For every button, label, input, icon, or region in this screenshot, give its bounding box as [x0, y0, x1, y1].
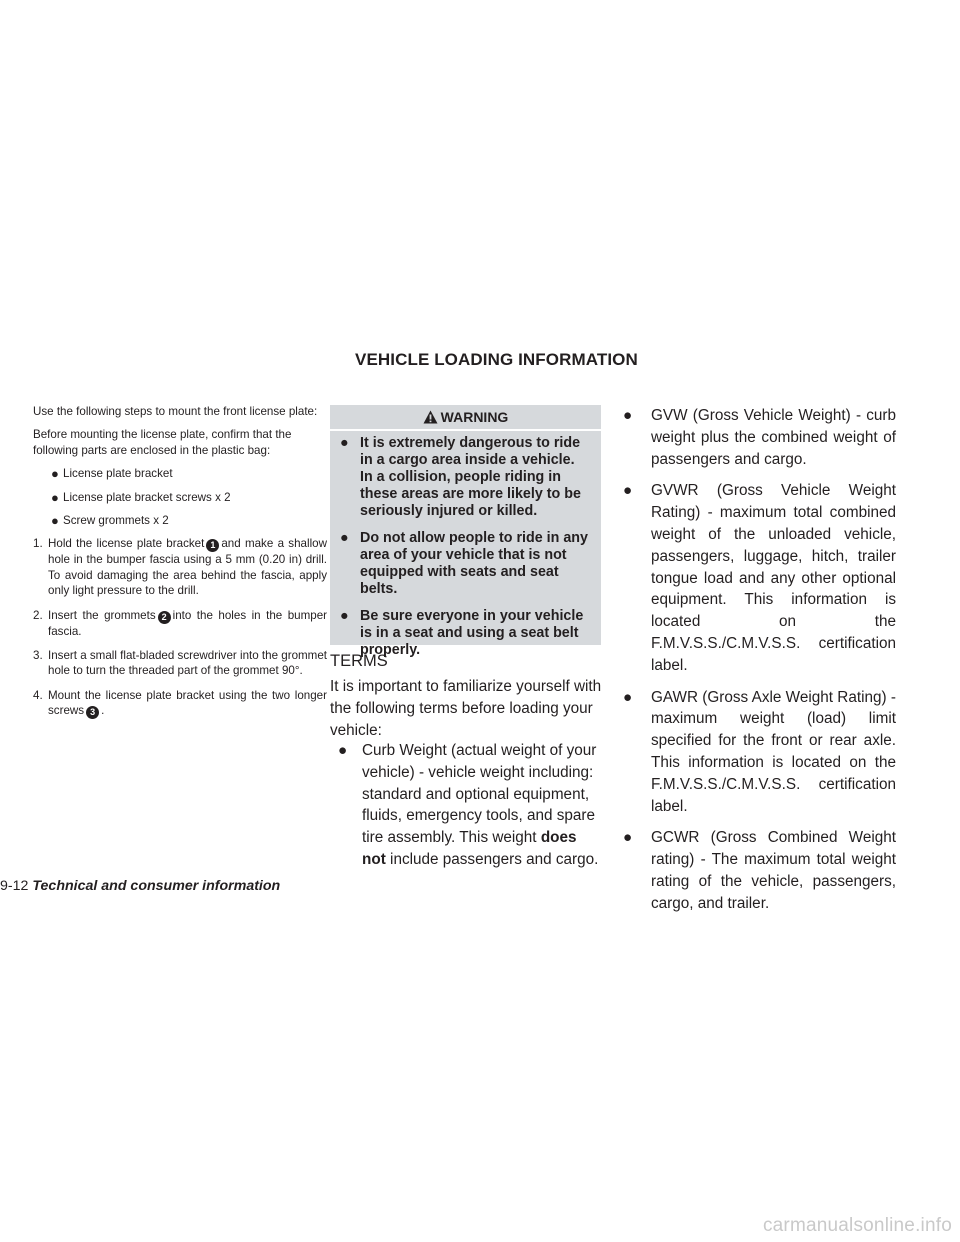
list-item: ● GVW (Gross Vehicle Weight) - curb weight plus the combined weight of passengers and cargo.	[623, 407, 896, 468]
step-item: 3. Insert a small flat-bladed screwdriver into the grommet hole to turn the threaded part of the grommet 90°.	[33, 649, 328, 678]
callout-number-icon: 1	[206, 539, 219, 552]
step-item: 1. Hold the license plate bracket 1 and make a shallow hole in the bumper fascia using a 5 mm (0.20 in) drill. To avoid damaging the area behind the fascia, apply only light pressure to the drill.	[33, 537, 327, 598]
license-plate-instructions	[33, 404, 327, 728]
bullet-icon: ●	[340, 530, 349, 546]
bullet-icon: ●	[51, 489, 59, 505]
warning-header	[330, 405, 601, 431]
list-item: ● Curb Weight (actual weight of your vehicle) - vehicle weight including: standard and optional equipment, fluids, emergency tools, and spare tire assembly. This weight does not include passengers and cargo.	[338, 742, 599, 868]
warning-list	[330, 435, 591, 659]
bullet-icon: ●	[623, 829, 633, 847]
parts-paragraph: Before mounting the license plate, confirm that the following parts are enclosed in the plastic bag:	[33, 428, 292, 457]
warning-box	[330, 405, 601, 658]
page-footer	[0, 878, 280, 894]
list-item: ● License plate bracket	[51, 466, 173, 482]
page-number: 9-12	[0, 878, 29, 894]
watermark: carmanualsonline.info	[762, 1215, 952, 1236]
list-item: ● It is extremely dangerous to ride in a cargo area inside a vehicle. In a collision, people riding in these areas are more likely to be seriously injured or killed.	[340, 435, 581, 519]
intro-paragraph: Use the following steps to mount the front license plate:	[33, 405, 318, 418]
chapter-title: Technical and consumer information	[32, 878, 281, 894]
step-item: 2. Insert the grommets 2 into the holes in the bumper fascia.	[33, 608, 328, 638]
list-item: ● Screw grommets x 2	[51, 513, 169, 529]
terms-list-part1	[330, 740, 602, 881]
terms-intro: It is important to familiarize yourself with the following terms before loading your vehicle:	[330, 678, 602, 739]
terms-list-part2	[623, 405, 896, 925]
bullet-icon: ●	[340, 435, 349, 451]
bullet-icon: ●	[338, 742, 348, 759]
terms-heading: TERMS	[330, 652, 388, 670]
warning-title: WARNING	[440, 409, 509, 425]
list-item: ● GCWR (Gross Combined Weight rating) - The maximum total weight rating of the vehicle, passengers, cargo, and trailer.	[623, 829, 896, 912]
warning-icon	[423, 410, 438, 424]
list-item: ● GAWR (Gross Axle Weight Rating) - maximum weight (load) limit specified for the front or rear axle. This information is located on the F.M.V.S.S./C.M.V.S.S. certification label.	[623, 688, 896, 815]
bullet-icon: ●	[623, 688, 633, 706]
bullet-icon: ●	[623, 407, 633, 424]
bullet-icon: ●	[51, 466, 59, 482]
callout-number-icon: 2	[158, 611, 171, 624]
step-item: 4. Mount the license plate bracket using the two longer screws 3 .	[33, 688, 327, 718]
bullet-icon: ●	[51, 513, 59, 529]
callout-number-icon: 3	[86, 706, 99, 719]
bullet-icon: ●	[340, 608, 349, 624]
section-title: VEHICLE LOADING INFORMATION	[355, 350, 638, 369]
list-item: ● License plate bracket screws x 2	[51, 489, 231, 505]
list-item: ● GVWR (Gross Vehicle Weight Rating) - maximum total combined weight of the unloaded vehicle, passengers, luggage, hitch, trailer tongue load and any other optional equipment. This information is located on the F.M.V.S.S./C.M.V.S.S. certification label.	[623, 482, 896, 674]
bullet-icon: ●	[623, 482, 633, 500]
list-item: ● Be sure everyone in your vehicle is in a seat and using a seat belt properly.	[340, 608, 584, 658]
list-item: ● Do not allow people to ride in any area of your vehicle that is not equipped with seats and seat belts.	[340, 530, 588, 597]
parts-list	[33, 466, 327, 528]
